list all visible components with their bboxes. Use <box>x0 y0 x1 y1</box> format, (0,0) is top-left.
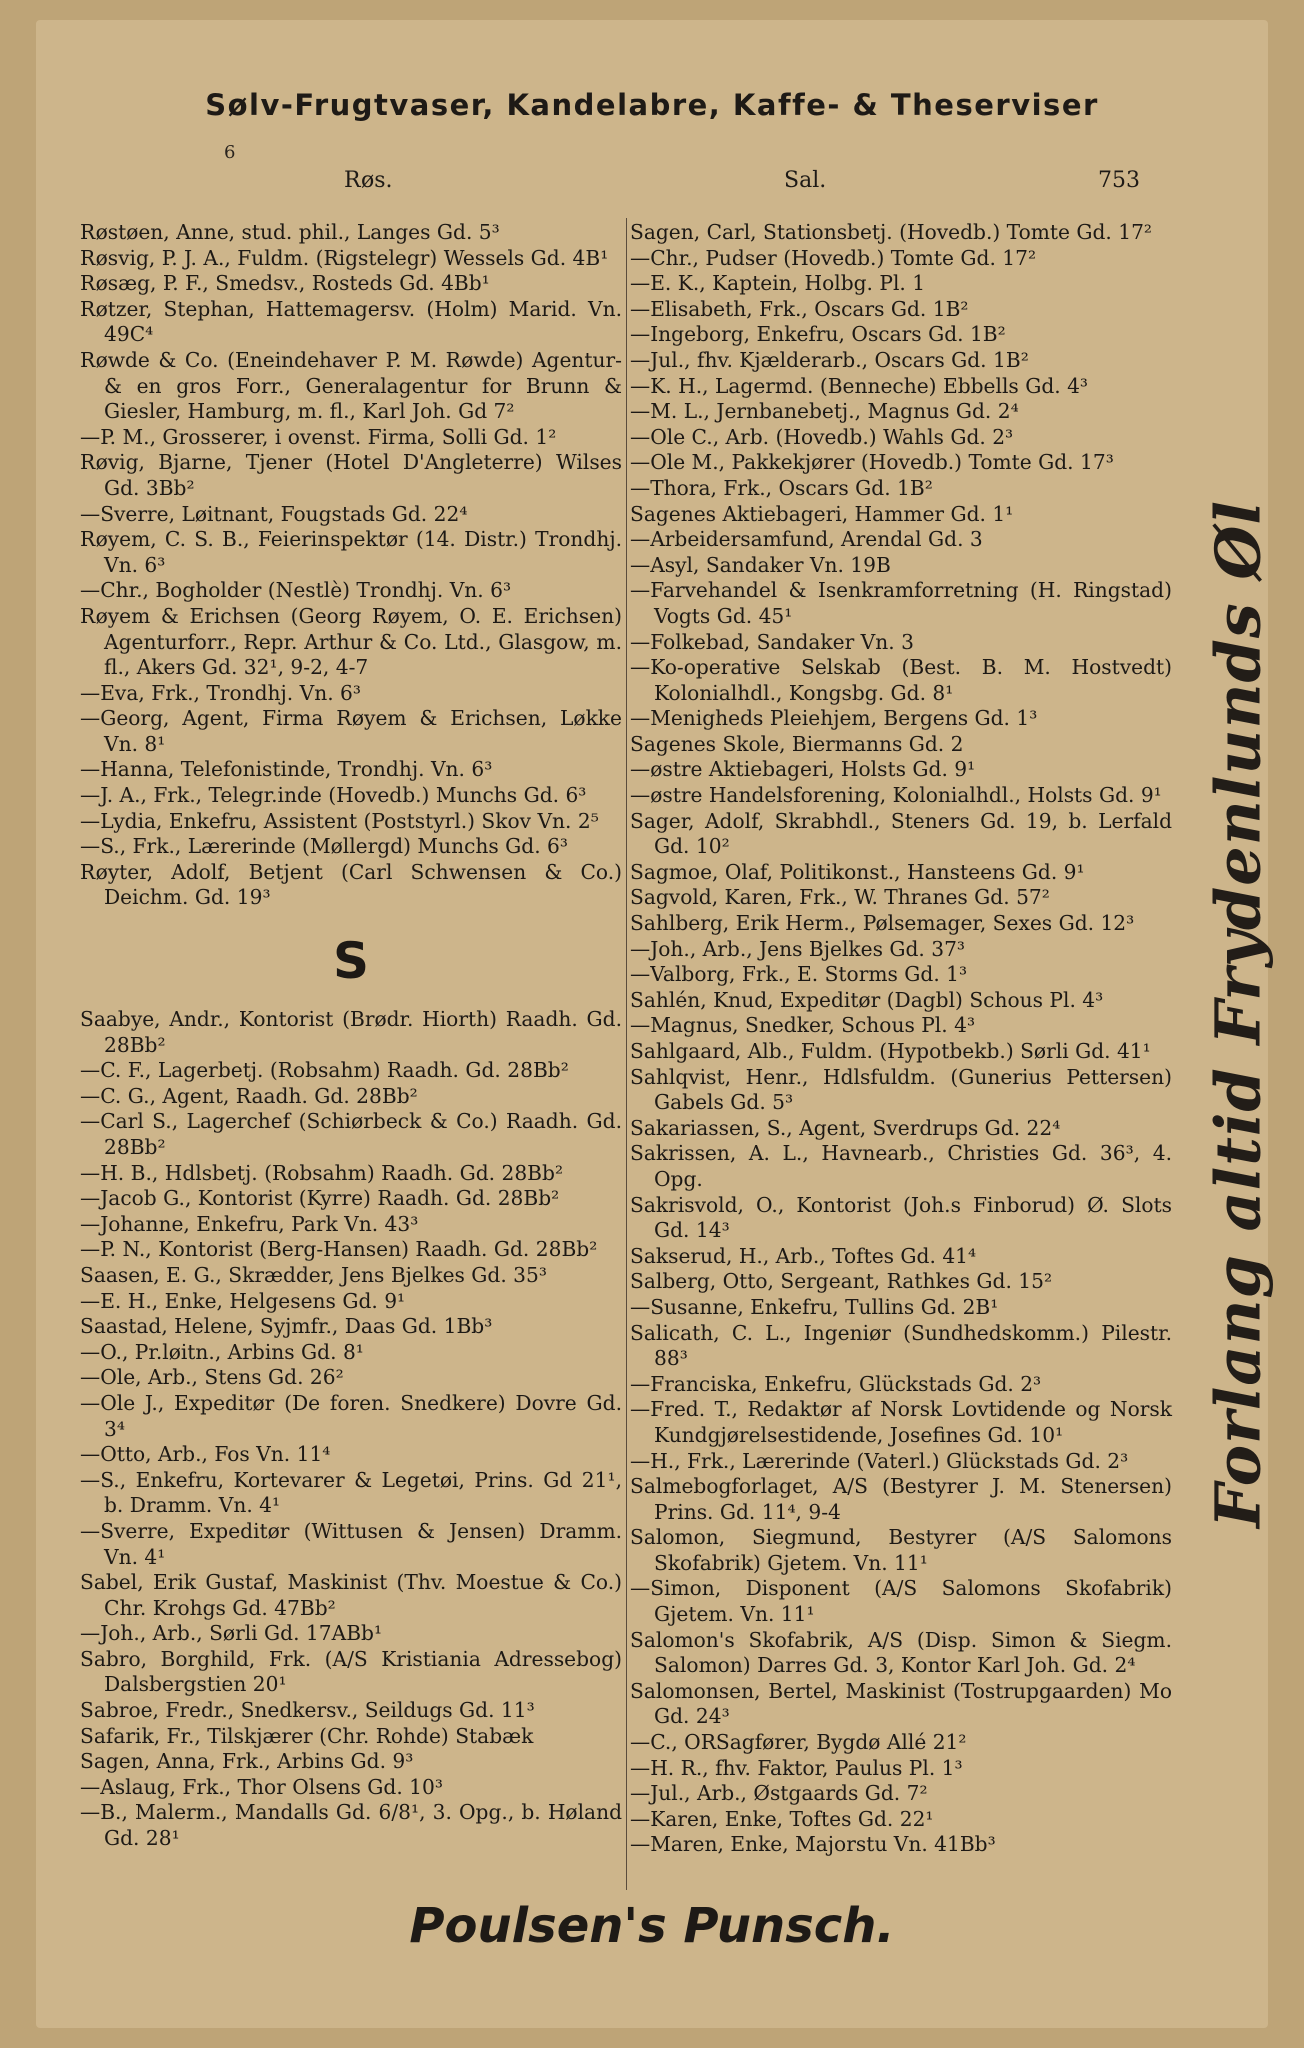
directory-entry: Sahlqvist, Henr., Hdlsfuldm. (Gunerius Pettersen) Gabels Gd. 5³ <box>630 1064 1172 1115</box>
directory-entry: Sabroe, Fredr., Snedkersv., Seildugs Gd. 11³ <box>80 1698 535 1723</box>
directory-entry: —H. B., Hdlsbetj. (Robsahm) Raadh. Gd. 28Bb² <box>80 1160 564 1185</box>
directory-entry: —Ole M., Pakkekjører (Hovedb.) Tomte Gd. 17³ <box>630 450 1114 475</box>
running-head-mid: Sal. <box>784 168 827 193</box>
directory-entry: Røyter, Adolf, Betjent (Carl Schwensen & Co.) Deichm. Gd. 19³ <box>80 859 622 910</box>
directory-entry: —S., Enkefru, Kortevarer & Legetøi, Prins. Gd 21¹, b. Dramm. Vn. 4¹ <box>80 1467 622 1518</box>
directory-entry: —Lydia, Enkefru, Assistent (Poststyrl.) Skov Vn. 2⁵ <box>80 808 599 833</box>
directory-entry: Sagen, Anna, Frk., Arbins Gd. 9³ <box>80 1749 414 1774</box>
directory-entry: —Aslaug, Frk., Thor Olsens Gd. 10³ <box>80 1774 443 1799</box>
directory-entry: —Ingeborg, Enkefru, Oscars Gd. 1B² <box>630 322 1006 347</box>
directory-entry: —S., Frk., Lærerinde (Møllergd) Munchs Gd. 6³ <box>80 834 568 859</box>
directory-entry: Salomon's Skofabrik, A/S (Disp. Simon & Siegm. Salomon) Darres Gd. 3, Kontor Karl Joh. Gd. 2⁴ <box>630 1627 1172 1678</box>
right-entries <box>630 220 1172 1858</box>
directory-entry: Sagen, Carl, Stationsbetj. (Hovedb.) Tomte Gd. 17² <box>630 220 1153 244</box>
directory-entry: —H., Frk., Lærerinde (Vaterl.) Glückstads Gd. 2³ <box>630 1448 1129 1473</box>
directory-entry: Sakserud, H., Arb., Toftes Gd. 41⁴ <box>630 1243 977 1268</box>
directory-entry: Røwde & Co. (Eneindehaver P. M. Røwde) Agentur- & en gros Forr., Generalagentur for Brunn & Giesler, Hamburg, m. fl., Karl Joh. Gd 7² <box>80 347 622 424</box>
directory-entry: —J. A., Frk., Telegr.inde (Hovedb.) Munchs Gd. 6³ <box>80 783 587 808</box>
directory-entry: Sahlgaard, Alb., Fuldm. (Hypotbekb.) Sørli Gd. 41¹ <box>630 1039 1151 1063</box>
directory-entry: —C. G., Agent, Raadh. Gd. 28Bb² <box>80 1083 418 1108</box>
directory-entry: Sagmoe, Olaf, Politikonst., Hansteens Gd. 9¹ <box>630 859 1085 884</box>
left-entries-part2 <box>80 1007 622 1852</box>
directory-entry: —Franciska, Enkefru, Glückstads Gd. 2³ <box>630 1371 1042 1396</box>
directory-entry: —B., Malerm., Mandalls Gd. 6/8¹, 3. Opg., b. Høland Gd. 28¹ <box>80 1800 622 1851</box>
directory-entry: —Elisabeth, Frk., Oscars Gd. 1B² <box>630 296 969 321</box>
directory-entry: Sahlén, Knud, Expeditør (Dagbl) Schous Pl. 4³ <box>630 987 1104 1012</box>
printer-mark: 6 <box>224 142 236 163</box>
section-letter: S <box>332 932 369 991</box>
directory-entry: —Ko-operative Selskab (Best. B. M. Hostvedt) Kolonialhdl., Kongsbg. Gd. 8¹ <box>630 655 1172 705</box>
directory-entry: —Valborg, Frk., E. Storms Gd. 1³ <box>630 962 968 987</box>
directory-entry: Sabro, Borghild, Frk. (A/S Kristiania Adressebog) Dalsbergstien 20¹ <box>80 1646 622 1697</box>
page-number: 753 <box>1098 168 1140 193</box>
running-header <box>0 168 1304 202</box>
directory-entry: —Chr., Bogholder (Nestlè) Trondhj. Vn. 6³ <box>80 578 512 603</box>
directory-entry: Røtzer, Stephan, Hattemagersv. (Holm) Marid. Vn. 49C⁴ <box>80 296 622 347</box>
directory-entry: —O., Pr.løitn., Arbins Gd. 8¹ <box>80 1339 364 1364</box>
directory-entry: —Thora, Frk., Oscars Gd. 1B² <box>630 475 933 500</box>
directory-entry: —P. M., Grosserer, i ovenst. Firma, Solli Gd. 1² <box>80 424 557 449</box>
directory-entry: Røsvig, P. J. A., Fuldm. (Rigstelegr) Wessels Gd. 4B¹ <box>80 245 609 270</box>
directory-entry: —Sverre, Expeditør (Wittusen & Jensen) Dramm. Vn. 4¹ <box>80 1518 622 1569</box>
directory-entry: —Chr., Pudser (Hovedb.) Tomte Gd. 17² <box>630 245 1037 270</box>
directory-entry: Saasen, E. G., Skrædder, Jens Bjelkes Gd. 35³ <box>80 1262 547 1287</box>
column-divider <box>626 218 627 1890</box>
running-head-left: Røs. <box>344 168 393 193</box>
directory-entry: —P. N., Kontorist (Berg-Hansen) Raadh. Gd. 28Bb² <box>80 1237 598 1262</box>
directory-entry: —C. F., Lagerbetj. (Robsahm) Raadh. Gd. 28Bb² <box>80 1058 569 1083</box>
directory-entry: —Otto, Arb., Fos Vn. 11⁴ <box>80 1442 331 1467</box>
directory-entry: Sakrisvold, O., Kontorist (Joh.s Finborud) Ø. Slots Gd. 14³ <box>630 1192 1172 1243</box>
directory-entry: —Simon, Disponent (A/S Salomons Skofabrik) Gjetem. Vn. 11¹ <box>630 1576 1172 1627</box>
directory-entry: —Susanne, Enkefru, Tullins Gd. 2B¹ <box>630 1294 999 1319</box>
directory-entry: Røstøen, Anne, stud. phil., Langes Gd. 5³ <box>80 220 500 244</box>
directory-entry: Salomonsen, Bertel, Maskinist (Tostrupgaarden) Mo Gd. 24³ <box>630 1678 1172 1729</box>
directory-entry: —Asyl, Sandaker Vn. 19B <box>630 552 891 577</box>
directory-entry: —Ole C., Arb. (Hovedb.) Wahls Gd. 2³ <box>630 424 1014 449</box>
directory-entry: Sahlberg, Erik Herm., Pølsemager, Sexes Gd. 12³ <box>630 911 1135 936</box>
directory-entry: —Jul., Arb., Østgaards Gd. 7² <box>630 1781 928 1806</box>
directory-entry: Sagenes Skole, Biermanns Gd. 2 <box>630 731 964 756</box>
directory-entry: —Karen, Enke, Toftes Gd. 22¹ <box>630 1806 934 1831</box>
directory-entry: —Sverre, Løitnant, Fougstads Gd. 22⁴ <box>80 501 468 526</box>
directory-entry: Røsæg, P. F., Smedsv., Rosteds Gd. 4Bb¹ <box>80 271 490 296</box>
directory-entry: —Hanna, Telefonistinde, Trondhj. Vn. 6³ <box>80 757 493 782</box>
directory-entry: Salberg, Otto, Sergeant, Rathkes Gd. 15² <box>630 1269 1053 1294</box>
directory-entry: —Jul., fhv. Kjælderarb., Oscars Gd. 1B² <box>630 347 1029 372</box>
directory-entry: Salicath, C. L., Ingeniør (Sundhedskomm.) Pilestr. 88³ <box>630 1320 1172 1371</box>
directory-entry: —Joh., Arb., Jens Bjelkes Gd. 37³ <box>630 936 966 961</box>
directory-entry: —M. L., Jernbanebetj., Magnus Gd. 2⁴ <box>630 399 1019 424</box>
directory-entry: Salmebogforlaget, A/S (Bestyrer J. M. Stenersen) Prins. Gd. 11⁴, 9-4 <box>630 1474 1172 1524</box>
right-column <box>630 220 1172 1858</box>
directory-entry: —østre Handelsforening, Kolonialhdl., Holsts Gd. 9¹ <box>630 783 1162 808</box>
directory-entry: Sagvold, Karen, Frk., W. Thranes Gd. 57² <box>630 885 1050 910</box>
directory-entry: Sabel, Erik Gustaf, Maskinist (Thv. Moestue & Co.) Chr. Krohgs Gd. 47Bb² <box>80 1570 622 1620</box>
directory-entry: —Arbeidersamfund, Arendal Gd. 3 <box>630 527 983 552</box>
footer-advertisement: Poulsen's Punsch. <box>409 1898 895 1954</box>
directory-entry: Safarik, Fr., Tilskjærer (Chr. Rohde) Stabæk <box>80 1723 534 1748</box>
directory-entry: —Ole, Arb., Stens Gd. 26² <box>80 1365 344 1390</box>
directory-entry: Sakariassen, S., Agent, Sverdrups Gd. 22⁴ <box>630 1115 1061 1140</box>
directory-entry: —Farvehandel & Isenkramforretning (H. Ringstad) Vogts Gd. 45¹ <box>630 578 1172 628</box>
banner-advertisement: Sølv-Frugtvaser, Kandelabre, Kaffe- & Theserviser <box>205 88 1099 122</box>
directory-entry: —Fred. T., Redaktør af Norsk Lovtidende og Norsk Kundgjørelsestidende, Josefines Gd. 10¹ <box>630 1397 1172 1447</box>
directory-entry: —Maren, Enke, Majorstu Vn. 41Bb³ <box>630 1832 996 1857</box>
directory-entry: —Menigheds Pleiehjem, Bergens Gd. 1³ <box>630 706 1038 731</box>
directory-entry: Salomon, Siegmund, Bestyrer (A/S Salomons Skofabrik) Gjetem. Vn. 11¹ <box>630 1525 1172 1575</box>
directory-entry: —E. K., Kaptein, Holbg. Pl. 1 <box>630 271 926 296</box>
left-entries-part1 <box>80 220 622 911</box>
directory-entry: —Johanne, Enkefru, Park Vn. 43³ <box>80 1211 419 1236</box>
directory-entry: —Folkebad, Sandaker Vn. 3 <box>630 629 914 654</box>
directory-entry: —E. H., Enke, Helgesens Gd. 9¹ <box>80 1288 406 1313</box>
directory-entry: Sager, Adolf, Skrabhdl., Steners Gd. 19, b. Lerfald Gd. 10² <box>630 808 1172 859</box>
directory-entry: —Carl S., Lagerchef (Schiørbeck & Co.) Raadh. Gd. 28Bb² <box>80 1109 622 1159</box>
directory-entry: Røvig, Bjarne, Tjener (Hotel D'Angleterre) Wilses Gd. 3Bb² <box>80 450 622 500</box>
directory-entry: —østre Aktiebageri, Holsts Gd. 9¹ <box>630 757 976 782</box>
directory-entry: Røyem & Erichsen (Georg Røyem, O. E. Erichsen) Agenturforr., Repr. Arthur & Co. Ltd., Glasgow, m. fl., Akers Gd. 32¹, 9-2, 4-7 <box>80 603 622 680</box>
directory-entry: —K. H., Lagermd. (Benneche) Ebbells Gd. 4³ <box>630 373 1089 398</box>
directory-entry: —C., ORSagfører, Bygdø Allé 21² <box>630 1730 967 1755</box>
directory-entry: —Ole J., Expeditør (De foren. Snedkere) Dovre Gd. 3⁴ <box>80 1390 622 1441</box>
side-advertisement: Forlang altid Frydenlunds Øl <box>1201 500 1275 1528</box>
directory-entry: —Eva, Frk., Trondhj. Vn. 6³ <box>80 680 361 705</box>
directory-entry: Saastad, Helene, Syjmfr., Daas Gd. 1Bb³ <box>80 1314 493 1339</box>
directory-entry: Sakrissen, A. L., Havnearb., Christies Gd. 36³, 4. Opg. <box>630 1141 1172 1191</box>
directory-entry: Sagenes Aktiebageri, Hammer Gd. 1¹ <box>630 501 1014 526</box>
directory-entry: —Jacob G., Kontorist (Kyrre) Raadh. Gd. 28Bb² <box>80 1186 560 1211</box>
directory-entry: Saabye, Andr., Kontorist (Brødr. Hiorth) Raadh. Gd. 28Bb² <box>80 1007 622 1057</box>
left-column <box>80 220 622 1852</box>
directory-entry: —Magnus, Snedker, Schous Pl. 4³ <box>630 1013 976 1038</box>
directory-entry: —Georg, Agent, Firma Røyem & Erichsen, Løkke Vn. 8¹ <box>80 706 622 756</box>
directory-entry: —Joh., Arb., Sørli Gd. 17ABb¹ <box>80 1621 383 1646</box>
directory-entry: —H. R., fhv. Faktor, Paulus Pl. 1³ <box>630 1755 963 1780</box>
directory-entry: Røyem, C. S. B., Feierinspektør (14. Distr.) Trondhj. Vn. 6³ <box>80 527 622 577</box>
